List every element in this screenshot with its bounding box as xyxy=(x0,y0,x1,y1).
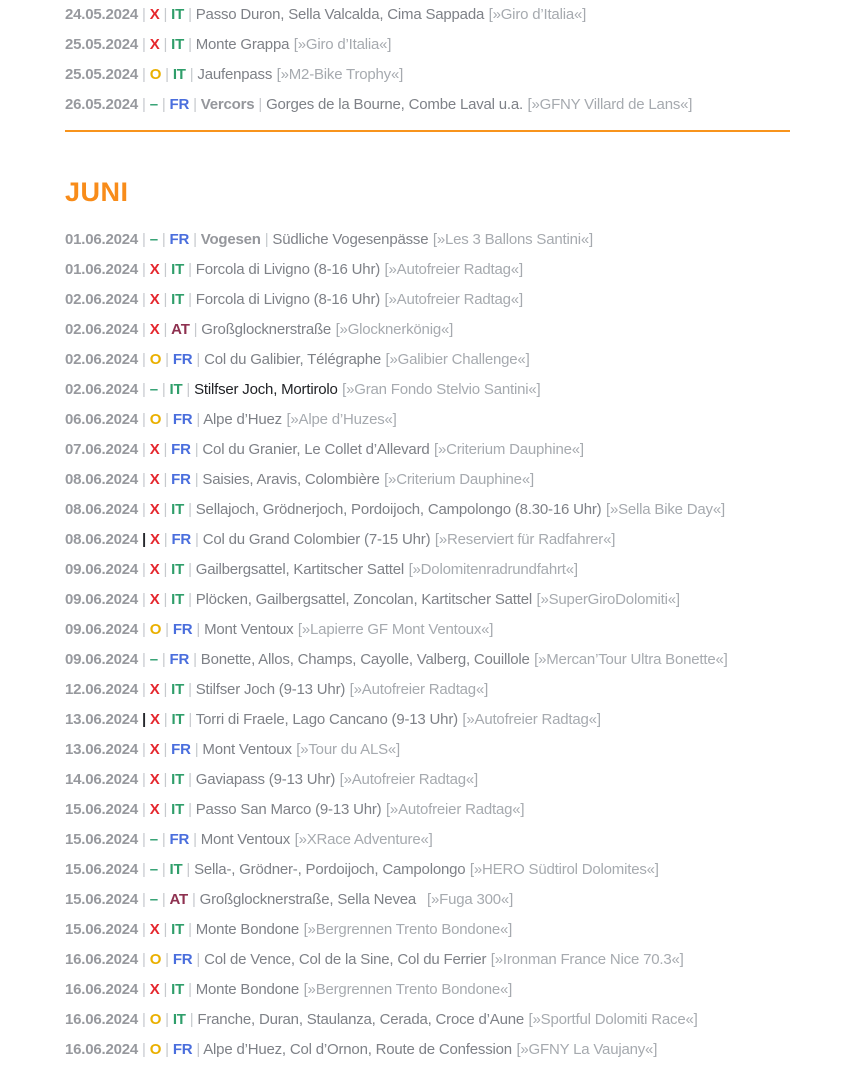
status-marker: – xyxy=(149,381,158,398)
separator: | xyxy=(190,471,203,488)
separator: | xyxy=(184,591,196,608)
separator: | xyxy=(161,411,173,428)
event-link[interactable]: [»Autofreier Radtag«] xyxy=(349,681,489,698)
country-code: IT xyxy=(171,591,185,608)
event-link[interactable]: [»M2-Bike Trophy«] xyxy=(276,66,404,83)
separator: | xyxy=(161,951,173,968)
event-link[interactable]: [»Dolomitenradrundfahrt«] xyxy=(408,561,578,578)
separator: | xyxy=(138,411,150,428)
country-code: IT xyxy=(171,291,185,308)
row-date: 08.06.2024 xyxy=(65,531,139,548)
country-code: IT xyxy=(171,681,185,698)
separator: | xyxy=(185,66,198,83)
event-row xyxy=(65,0,792,30)
status-marker: X xyxy=(149,771,160,788)
event-row xyxy=(65,495,792,525)
row-date: 02.06.2024 xyxy=(65,321,139,338)
separator: | xyxy=(159,981,172,998)
separator: | xyxy=(138,711,151,728)
event-link[interactable]: [»Autofreier Radtag«] xyxy=(339,771,479,788)
row-date: 09.06.2024 xyxy=(65,561,139,578)
country-code: IT xyxy=(169,861,183,878)
separator: | xyxy=(157,651,170,668)
separator: | xyxy=(159,681,172,698)
region-link[interactable]: Vercors xyxy=(200,96,255,113)
separator: | xyxy=(184,6,196,23)
row-date: 06.06.2024 xyxy=(65,411,139,428)
separator: | xyxy=(192,621,205,638)
separator: | xyxy=(157,861,170,878)
event-row xyxy=(65,345,792,375)
status-marker: X xyxy=(149,501,160,518)
country-code: FR xyxy=(169,96,190,113)
row-date: 13.06.2024 xyxy=(65,711,139,728)
separator: | xyxy=(184,681,196,698)
separator: | xyxy=(190,441,203,458)
location-link[interactable]: Col de Vence, Col de la Sine, Col du Ferrier xyxy=(204,951,487,968)
separator: | xyxy=(138,561,150,578)
location-link[interactable]: Col du Grand Colombier (7-15 Uhr) xyxy=(202,531,431,548)
separator: | xyxy=(192,411,204,428)
row-date: 15.06.2024 xyxy=(65,861,139,878)
status-marker: – xyxy=(149,96,158,113)
separator: | xyxy=(159,6,172,23)
event-link[interactable]: [»Autofreier Radtag«] xyxy=(384,291,523,308)
country-code: IT xyxy=(171,771,185,788)
separator: | xyxy=(184,921,196,938)
separator: | xyxy=(138,291,150,308)
separator: | xyxy=(138,801,150,818)
location-link[interactable]: Monte Bondone xyxy=(195,921,300,938)
country-code: AT xyxy=(169,891,188,908)
event-link[interactable]: [»SuperGiroDolomiti«] xyxy=(536,591,680,608)
country-code: FR xyxy=(171,441,191,458)
separator: | xyxy=(138,6,150,23)
status-marker: X xyxy=(149,681,160,698)
event-row xyxy=(65,255,792,285)
separator: | xyxy=(138,831,150,848)
separator: | xyxy=(138,441,150,458)
event-row xyxy=(65,915,792,945)
separator: | xyxy=(138,36,150,53)
separator: | xyxy=(161,66,173,83)
country-code: IT xyxy=(171,561,185,578)
status-marker: X xyxy=(150,531,160,548)
row-date: 25.05.2024 xyxy=(65,66,139,83)
separator: | xyxy=(138,471,150,488)
separator: | xyxy=(185,1011,198,1028)
event-row xyxy=(65,795,792,825)
event-link[interactable]: [»Gran Fondo Stelvio Santini«] xyxy=(342,381,541,398)
separator: | xyxy=(138,861,150,878)
row-date: 24.05.2024 xyxy=(65,6,139,23)
row-date: 09.06.2024 xyxy=(65,591,139,608)
separator: | xyxy=(184,291,196,308)
event-row xyxy=(65,855,792,885)
separator: | xyxy=(188,891,200,908)
event-link[interactable]: [»Sportful Dolomiti Race«] xyxy=(528,1011,698,1028)
location-link[interactable]: Großglocknerstraße, Sella Nevea xyxy=(199,891,417,908)
location-link[interactable]: Gailbergsattel, Kartitscher Sattel xyxy=(195,561,405,578)
country-code: FR xyxy=(172,1041,193,1058)
separator: | xyxy=(138,981,150,998)
row-date: 16.06.2024 xyxy=(65,1041,139,1058)
separator: | xyxy=(159,531,172,548)
status-marker: – xyxy=(149,231,158,248)
separator: | xyxy=(138,261,150,278)
row-date: 02.06.2024 xyxy=(65,291,139,308)
separator: | xyxy=(184,801,196,818)
event-row xyxy=(65,1005,792,1035)
status-marker: X xyxy=(149,36,160,53)
event-row xyxy=(65,375,792,405)
event-link[interactable]: [»Fuga 300«] xyxy=(427,891,514,908)
country-code: FR xyxy=(172,351,193,368)
separator: | xyxy=(192,1041,204,1058)
row-date: 16.06.2024 xyxy=(65,951,139,968)
row-date: 16.06.2024 xyxy=(65,1011,139,1028)
country-code: IT xyxy=(172,1011,186,1028)
event-row xyxy=(65,315,792,345)
separator: | xyxy=(138,951,150,968)
location-link[interactable]: Col du Galibier, Télégraphe xyxy=(204,351,382,368)
event-row xyxy=(65,225,792,255)
event-link[interactable]: [»Reserviert für Radfahrer«] xyxy=(434,531,616,548)
location-link[interactable]: Südliche Vogesenpässe xyxy=(272,231,429,248)
status-marker: X xyxy=(149,741,160,758)
event-link[interactable]: [»Mercan’Tour Ultra Bonette«] xyxy=(534,651,728,668)
country-code: IT xyxy=(172,66,186,83)
event-row xyxy=(65,90,792,120)
event-link[interactable]: [»Autofreier Radtag«] xyxy=(385,801,525,818)
event-row xyxy=(65,765,792,795)
may-rows xyxy=(65,0,792,120)
event-row xyxy=(65,525,792,555)
location-link[interactable]: Stilfser Joch (9-13 Uhr) xyxy=(195,681,346,698)
event-row xyxy=(65,1035,792,1065)
status-marker: X xyxy=(149,441,160,458)
event-row xyxy=(65,945,792,975)
country-code: IT xyxy=(171,36,185,53)
separator: | xyxy=(189,321,202,338)
event-link[interactable]: [»Autofreier Radtag«] xyxy=(384,261,523,278)
event-row xyxy=(65,675,792,705)
separator: | xyxy=(159,711,172,728)
location-link[interactable]: Alpe d’Huez xyxy=(203,411,282,428)
separator: | xyxy=(192,351,205,368)
status-marker: – xyxy=(149,651,158,668)
event-row xyxy=(65,405,792,435)
event-link[interactable]: [»Tour du ALS«] xyxy=(296,741,401,758)
event-link[interactable]: [»HERO Südtirol Dolomites«] xyxy=(469,861,659,878)
location-link[interactable]: Stilfser Joch, Mortirolo xyxy=(194,381,338,398)
event-link[interactable]: [»Giro d’Italia«] xyxy=(488,6,587,23)
location-link[interactable]: Gorges de la Bourne, Combe Laval u.a. xyxy=(266,96,523,113)
event-row xyxy=(65,30,792,60)
separator: | xyxy=(159,771,172,788)
section-divider xyxy=(65,130,790,132)
location-link[interactable]: Jaufenpass xyxy=(197,66,273,83)
event-link[interactable]: [»Giro d’Italia«] xyxy=(293,36,392,53)
separator: | xyxy=(159,441,172,458)
country-code: IT xyxy=(171,501,185,518)
status-marker: X xyxy=(149,561,160,578)
row-date: 25.05.2024 xyxy=(65,36,139,53)
country-code: FR xyxy=(169,831,190,848)
country-code: IT xyxy=(171,6,185,23)
separator: | xyxy=(161,1011,173,1028)
event-link[interactable]: [»Autofreier Radtag«] xyxy=(462,711,601,728)
event-row xyxy=(65,585,792,615)
location-link[interactable]: Alpe d’Huez, Col d’Ornon, Route de Confession xyxy=(203,1041,512,1058)
separator: | xyxy=(184,261,196,278)
separator: | xyxy=(184,501,196,518)
separator: | xyxy=(182,381,195,398)
location-link[interactable]: Mont Ventoux xyxy=(202,741,292,758)
separator: | xyxy=(138,381,150,398)
separator: | xyxy=(138,621,150,638)
row-date: 15.06.2024 xyxy=(65,891,139,908)
location-link[interactable]: Forcola di Livigno (8-16 Uhr) xyxy=(195,291,381,308)
row-date: 08.06.2024 xyxy=(65,501,139,518)
row-date: 26.05.2024 xyxy=(65,96,139,113)
separator: | xyxy=(159,36,172,53)
row-date: 16.06.2024 xyxy=(65,981,139,998)
event-row xyxy=(65,615,792,645)
event-link[interactable]: [»Criterium Dauphine«] xyxy=(384,471,534,488)
status-marker: – xyxy=(149,891,158,908)
separator: | xyxy=(138,501,150,518)
separator: | xyxy=(159,471,172,488)
separator: | xyxy=(192,951,205,968)
country-code: FR xyxy=(169,651,190,668)
event-row xyxy=(65,705,792,735)
country-code: AT xyxy=(171,321,190,338)
separator: | xyxy=(254,96,267,113)
row-date: 08.06.2024 xyxy=(65,471,139,488)
country-code: FR xyxy=(171,471,191,488)
country-code: FR xyxy=(171,531,192,548)
row-date: 01.06.2024 xyxy=(65,231,139,248)
separator: | xyxy=(159,921,172,938)
separator: | xyxy=(190,741,203,758)
country-code: FR xyxy=(172,621,193,638)
status-marker: X xyxy=(149,321,160,338)
separator: | xyxy=(138,531,151,548)
separator: | xyxy=(157,381,170,398)
separator: | xyxy=(260,231,273,248)
location-link[interactable]: Passo Duron, Sella Valcalda, Cima Sappada xyxy=(195,6,485,23)
separator: | xyxy=(138,771,150,788)
separator: | xyxy=(138,891,150,908)
row-date: 07.06.2024 xyxy=(65,441,139,458)
separator: | xyxy=(138,1041,150,1058)
event-link[interactable]: [»Galibier Challenge«] xyxy=(385,351,530,368)
event-link[interactable]: [»Criterium Dauphine«] xyxy=(434,441,584,458)
separator: | xyxy=(159,501,172,518)
row-date: 01.06.2024 xyxy=(65,261,139,278)
row-date: 14.06.2024 xyxy=(65,771,139,788)
separator: | xyxy=(161,351,173,368)
event-link[interactable]: [»Sella Bike Day«] xyxy=(605,501,725,518)
separator: | xyxy=(138,651,150,668)
separator: | xyxy=(189,231,201,248)
status-marker: O xyxy=(149,351,162,368)
location-link[interactable]: Saisies, Aravis, Colombière xyxy=(202,471,380,488)
location-link[interactable]: Monte Bondone xyxy=(195,981,300,998)
event-row xyxy=(65,60,792,90)
country-code: FR xyxy=(171,741,191,758)
row-date: 13.06.2024 xyxy=(65,741,139,758)
status-marker: X xyxy=(149,6,160,23)
separator: | xyxy=(138,96,150,113)
separator: | xyxy=(184,981,196,998)
june-rows xyxy=(65,225,792,1065)
status-marker: X xyxy=(149,291,160,308)
country-code: FR xyxy=(169,231,190,248)
row-date: 09.06.2024 xyxy=(65,621,139,638)
separator: | xyxy=(184,711,196,728)
status-marker: O xyxy=(149,411,162,428)
separator: | xyxy=(157,231,170,248)
event-link[interactable]: [»Les 3 Ballons Santini«] xyxy=(432,231,593,248)
separator: | xyxy=(182,861,195,878)
status-marker: X xyxy=(150,711,160,728)
location-link[interactable]: Plöcken, Gailbergsattel, Zoncolan, Kartitscher Sattel xyxy=(195,591,532,608)
status-marker: X xyxy=(149,921,160,938)
separator: | xyxy=(159,591,172,608)
country-code: IT xyxy=(169,381,183,398)
event-link[interactable]: [»Bergrennen Trento Bondone«] xyxy=(303,921,513,938)
event-link[interactable]: [»Alpe d’Huzes«] xyxy=(286,411,397,428)
event-link[interactable]: [»GFNY La Vaujany«] xyxy=(516,1041,658,1058)
separator: | xyxy=(157,891,170,908)
status-marker: X xyxy=(149,261,160,278)
separator: | xyxy=(138,741,150,758)
location-link[interactable]: Torri di Fraele, Lago Cancano (9-13 Uhr) xyxy=(195,711,458,728)
separator: | xyxy=(138,351,150,368)
separator: | xyxy=(157,831,170,848)
separator: | xyxy=(184,36,196,53)
location-link[interactable]: Sellajoch, Grödnerjoch, Pordoijoch, Campolongo (8.30-16 Uhr) xyxy=(195,501,602,518)
location-link[interactable]: Col du Granier, Le Collet d’Allevard xyxy=(202,441,430,458)
separator: | xyxy=(189,96,201,113)
event-link[interactable]: [»GFNY Villard de Lans«] xyxy=(527,96,693,113)
event-row xyxy=(65,285,792,315)
separator: | xyxy=(157,96,170,113)
location-link[interactable]: Monte Grappa xyxy=(195,36,290,53)
country-code: IT xyxy=(171,921,185,938)
event-row xyxy=(65,975,792,1005)
row-date: 02.06.2024 xyxy=(65,381,139,398)
event-row xyxy=(65,825,792,855)
separator: | xyxy=(159,801,172,818)
location-link[interactable]: Sella-, Grödner-, Pordoijoch, Campolongo xyxy=(194,861,466,878)
separator: | xyxy=(138,66,150,83)
event-link[interactable]: [»Lapierre GF Mont Ventoux«] xyxy=(297,621,494,638)
separator: | xyxy=(138,591,150,608)
separator: | xyxy=(138,681,150,698)
event-link[interactable]: [»XRace Adventure«] xyxy=(294,831,433,848)
separator: | xyxy=(189,831,201,848)
separator: | xyxy=(161,621,173,638)
separator: | xyxy=(159,561,172,578)
event-row xyxy=(65,735,792,765)
event-row xyxy=(65,465,792,495)
row-date: 09.06.2024 xyxy=(65,651,139,668)
event-row xyxy=(65,555,792,585)
status-marker: O xyxy=(149,951,162,968)
row-date: 02.06.2024 xyxy=(65,351,139,368)
country-code: FR xyxy=(172,411,193,428)
country-code: IT xyxy=(171,801,185,818)
location-link[interactable]: Franche, Duran, Staulanza, Cerada, Croce d’Aune xyxy=(197,1011,525,1028)
status-marker: X xyxy=(149,801,160,818)
separator: | xyxy=(184,771,196,788)
event-link[interactable]: [»Ironman France Nice 70.3«] xyxy=(490,951,684,968)
row-date: 15.06.2024 xyxy=(65,831,139,848)
country-code: FR xyxy=(172,951,193,968)
country-code: IT xyxy=(171,261,185,278)
location-link[interactable]: Großglocknerstraße xyxy=(201,321,332,338)
event-row xyxy=(65,885,792,915)
country-code: IT xyxy=(171,981,185,998)
row-date: 15.06.2024 xyxy=(65,801,139,818)
location-link[interactable]: Mont Ventoux xyxy=(204,621,294,638)
status-marker: X xyxy=(149,591,160,608)
separator: | xyxy=(138,921,150,938)
region-link[interactable]: Vogesen xyxy=(200,231,261,248)
status-marker: – xyxy=(149,861,158,878)
separator: | xyxy=(159,291,172,308)
row-date: 12.06.2024 xyxy=(65,681,139,698)
status-marker: O xyxy=(149,621,162,638)
separator: | xyxy=(159,261,172,278)
status-marker: X xyxy=(149,471,160,488)
location-link[interactable]: Mont Ventoux xyxy=(200,831,291,848)
status-marker: X xyxy=(149,981,160,998)
location-link[interactable]: Gaviapass (9-13 Uhr) xyxy=(195,771,336,788)
status-marker: O xyxy=(149,1011,162,1028)
event-row xyxy=(65,645,792,675)
separator: | xyxy=(161,1041,173,1058)
event-row xyxy=(65,435,792,465)
status-marker: – xyxy=(149,831,158,848)
separator: | xyxy=(138,1011,150,1028)
status-marker: O xyxy=(149,1041,162,1058)
location-link[interactable]: Passo San Marco (9-13 Uhr) xyxy=(195,801,382,818)
location-link[interactable]: Forcola di Livigno (8-16 Uhr) xyxy=(195,261,381,278)
location-link[interactable]: Bonette, Allos, Champs, Cayolle, Valberg, Couillole xyxy=(200,651,530,668)
separator: | xyxy=(189,651,201,668)
event-link[interactable]: [»Bergrennen Trento Bondone«] xyxy=(303,981,513,998)
month-header: JUNI xyxy=(65,177,129,207)
row-date: 15.06.2024 xyxy=(65,921,139,938)
separator: | xyxy=(191,531,203,548)
separator: | xyxy=(138,321,150,338)
separator: | xyxy=(159,321,172,338)
separator: | xyxy=(138,231,150,248)
separator: | xyxy=(159,741,172,758)
status-marker: O xyxy=(149,66,162,83)
event-link[interactable]: [»Glocknerkönig«] xyxy=(335,321,454,338)
country-code: IT xyxy=(171,711,185,728)
separator: | xyxy=(184,561,196,578)
